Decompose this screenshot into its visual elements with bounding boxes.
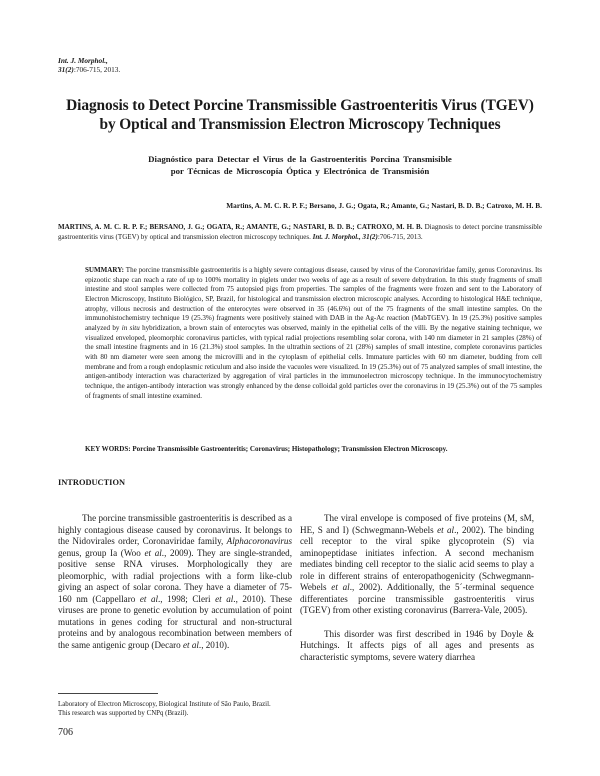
citation-body: Diagnosis to detect porcine transmissible gastroenteritis virus (TGEV) by optical and transmission electron microscopy techniques. — [58, 223, 543, 241]
footnote-divider — [58, 693, 158, 694]
footnote — [58, 700, 271, 719]
keywords — [85, 445, 542, 455]
text-run: ., 2010). — [198, 640, 230, 651]
et-al: et al — [215, 593, 234, 604]
citation-journal: Int. J. Morphol., 31(2) — [312, 232, 378, 241]
left-column — [58, 513, 292, 652]
et-al: et al — [139, 593, 159, 604]
text-run: The viral envelope is composed of five proteins (M, sM, HE, S and I) (Schwegmann-Webels — [300, 513, 534, 535]
right-column — [300, 513, 534, 664]
et-al: et al — [144, 547, 162, 558]
journal-pages: :706-715, 2013. — [73, 65, 121, 74]
journal-volume-pages — [58, 65, 120, 74]
citation-authors: MARTINS, A. M. C. R. P. F.; BERSANO, J. G.; OGATA, R.; AMANTE, G.; NASTARI, B. D. B.; CATROXO, M. H. B. — [58, 223, 423, 231]
journal-name: Int. J. Morphol., — [58, 56, 108, 65]
citation-block — [58, 223, 542, 242]
et-al: et al — [331, 582, 350, 593]
et-al: et al — [183, 640, 199, 651]
text-run: ., 2009). They are single-stranded, positive sense RNA viruses. Morphologically they are pleomorphic, with radial projections with a form like-club giving an aspect of solar corona. They have a diameter of 75-160 nm (Cappellaro — [58, 547, 292, 604]
subtitle-line-2: por Técnicas de Microscopía Óptica y Electrónica de Transmisión — [170, 166, 430, 176]
journal-reference — [58, 56, 120, 74]
journal-volume: 31(2) — [58, 65, 74, 74]
subtitle-line-1: Diagnóstico para Detectar el Virus de la Gastroenteritis Porcina Transmisible — [148, 154, 452, 164]
text-run: ., 1998; Cleri — [158, 593, 216, 604]
et-al: et al — [437, 524, 455, 535]
footnote-funding: This research was supported by CNPq (Brazil). — [58, 710, 189, 718]
text-run: genus, group Ia (Woo — [58, 547, 145, 558]
summary-text-2: hybridization, a brown stain of enterocytes was observed, mainly in the epithelial cells of the villi. By the negative staining technique, we visualized enveloped, pleomorphic coronavirus particles, with typical radial projections resembling solar corona, with 140 nm diameter in 21 samples (28%) of the small intestine fragments and in 16 (21.3%) stool samples. In the ultrathin sections of 21 (28%) samples of small intestine, complete coronavirus particles with 80 nm diameter were seen among the microvilli and in the cytoplasm of epithelial cells. Immature particles with 60 nm diameter, budding from cell membrane and from a rough endoplasmic reticulum and also inside the vacuoles were visualized. In 19 (25.3%) out of 75 analyzed samples of small intestine, the antigen-antibody interaction was characterized by aggregation of viral particles in the immunoelectron microscopy technique. In the immunocytochemistry technique, the antigen-antibody interaction was strongly enhanced by the dense colloidal gold particles over the coronavirus in 19 (25.3%) out of the 75 samples of fragments of small intestine examined. — [85, 323, 542, 400]
footnote-affiliation: Laboratory of Electron Microscopy, Biological Institute of São Paulo, Brazil. — [58, 701, 271, 708]
text-run: ., 2010). These viruses are prone to genetic evolution by accumulation of point mutations in genes coding for structural and non-structural proteins and by analogous recombination between members of the same antigenic group (Decaro — [58, 593, 292, 651]
text-run: The porcine transmissible gastroenteritis is described as a highly contagious disease caused by coronavirus. It belongs to the Nidovirales order, Coronaviridae family, — [58, 513, 292, 547]
summary-insitu: in situ — [121, 323, 140, 332]
citation-tail: :706-715, 2013. — [377, 232, 423, 241]
page-number: 706 — [58, 727, 73, 738]
paper-subtitle — [120, 153, 480, 177]
abstract — [85, 266, 542, 401]
keywords-text: KEY WORDS: Porcine Transmissible Gastroenteritis; Coronavirus; Histopathology; Transmission Electron Microscopy. — [85, 445, 448, 453]
genus-name: Alphacoronavirus — [226, 536, 292, 547]
intro-paragraph-3: This disorder was first described in 1946 by Doyle & Hutchings. It affects pigs of all ages and presents as characteristic symptoms, severe watery diarrhea — [300, 628, 534, 663]
paper-title: Diagnosis to Detect Porcine Transmissible Gastroenteritis Virus (TGEV) by Optical and Transmission Electron Microscopy Techniques — [66, 97, 534, 133]
summary-label: SUMMARY: — [85, 266, 125, 274]
intro-paragraph-2 — [300, 513, 534, 617]
summary-text-1: The porcine transmissible gastroenteritis is a highly severe contagious disease, caused by virus of the Coronaviridae family, genus Coronavirus. Its epizootic shape can reach a rate of up to 100% mortality in piglets under two weeks of age as a result of severe dehydration. In this study fragments of small intestine and stool samples were collected from 75 autopsied pigs from properties. The samples of the fragments were frozen and sent to the Laboratory of Electron Microscopy, Instituto Biológico, SP, Brazil, for histological and transmission electron microscopic analyses. According to histological H&E technique, atrophy, villous necrosis and destruction of the enterocytes were observed in 35 (46.6%) out of the 75 fragments of the small intestine samples. On the immunohistochemistry technique 19 (25.3%) fragments were positively stained with DAB in the Ag-Ac reaction (MabTGEV). In 19 (25.3%) positive samples analyzed by — [85, 266, 542, 332]
text-run: ., 2002). Additionally, the 5´-terminal sequence differentiates porcine transmissible gastroenteritis virus (TGEV) from other existing coronavirus (Barrera-Vale, 2005). — [300, 582, 534, 616]
intro-paragraph-1 — [58, 513, 292, 652]
text-run: ., 2002). The binding cell receptor to the viral spike glycoprotein (S) via aminopeptidase initiates infection. A second mechanism mediates binding cell receptor to the sialic acid seems to play a role in different strains of enteropathogenicity (Schwegmann-Webels — [300, 524, 534, 593]
author-list: Martins, A. M. C. R. P. F.; Bersano, J. G.; Ogata, R.; Amante, G.; Nastari, B. D. B.; Catroxo, M. H. B. — [226, 201, 542, 210]
section-heading-introduction: INTRODUCTION — [58, 478, 126, 487]
